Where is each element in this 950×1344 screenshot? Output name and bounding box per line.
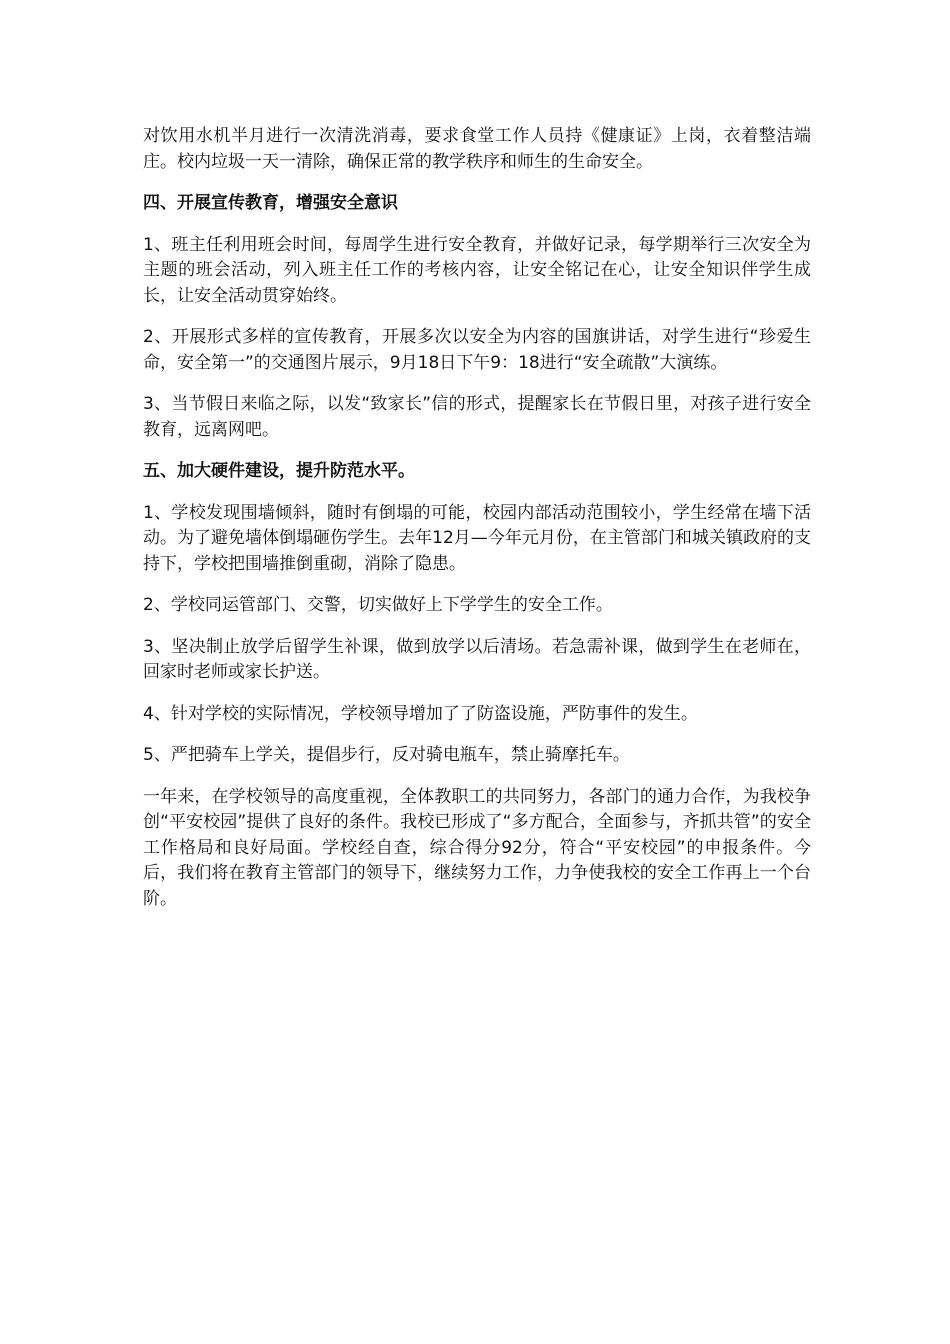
paragraph-4-3: 3、当节假日来临之际，以发“致家长”信的形式，提醒家长在节假日里，对孩子进行安全教育，远离网吧。 (143, 394, 811, 440)
section-heading-4: 四、开展宣传教育，增强安全意识 (143, 193, 398, 213)
paragraph-summary: 一年来，在学校领导的高度重视，全体教职工的共同努力，各部门的通力合作，为我校争创“平安校园”提供了良好的条件。我校已形成了“多方配合，全面参与，齐抓共管”的安全工作格局和良好局面。学校经自查，综合得分92分，符合“平安校园”的申报条件。今后，我们将在教育主管部门的领导下，继续努力工作，力争使我校的安全工作再上一个台阶。 (143, 786, 811, 909)
paragraph-5-4: 4、针对学校的实际情况，学校领导增加了了防盗设施，严防事件的发生。 (143, 703, 698, 724)
paragraph-5-2: 2、学校同运管部门、交警，切实做好上下学学生的安全工作。 (143, 595, 613, 615)
paragraph-hygiene: 对饮用水机半月进行一次清洗消毒，要求食堂工作人员持《健康证》上岗，衣着整洁端庄。校内垃圾一天一清除，确保正常的教学秩序和师生的生命安全。 (143, 126, 811, 172)
paragraph-4-2: 2、开展形式多样的宣传教育，开展多次以安全为内容的国旗讲话，对学生进行“珍爱生命，安全第一”的交通图片展示，9月18日下午9：18进行“安全疏散”大演练。 (143, 327, 811, 373)
paragraph-5-5: 5、严把骑车上学关，提倡步行，反对骑电瓶车，禁止骑摩托车。 (143, 745, 630, 765)
paragraph-4-1: 1、班主任利用班会时间，每周学生进行安全教育，并做好记录，每学期举行三次安全为主题的班会活动，列入班主任工作的考核内容，让安全铭记在心，让安全知识伴学生成长，让安全活动贯穿始终。 (143, 234, 811, 306)
section-heading-5: 五、加大硬件建设，提升防范水平。 (143, 461, 415, 481)
document-body (143, 124, 811, 928)
paragraph-5-1: 1、学校发现围墙倾斜，随时有倒塌的可能，校园内部活动范围较小，学生经常在墙下活动。为了避免墙体倒塌砸伤学生。去年12月—今年元月份，在主管部门和城关镇政府的支持下，学校把围墙推倒重砌，消除了隐患。 (143, 502, 811, 574)
paragraph-5-3: 3、坚决制止放学后留学生补课，做到放学以后清场。若急需补课，做到学生在老师在，回家时老师或家长护送。 (143, 636, 811, 682)
